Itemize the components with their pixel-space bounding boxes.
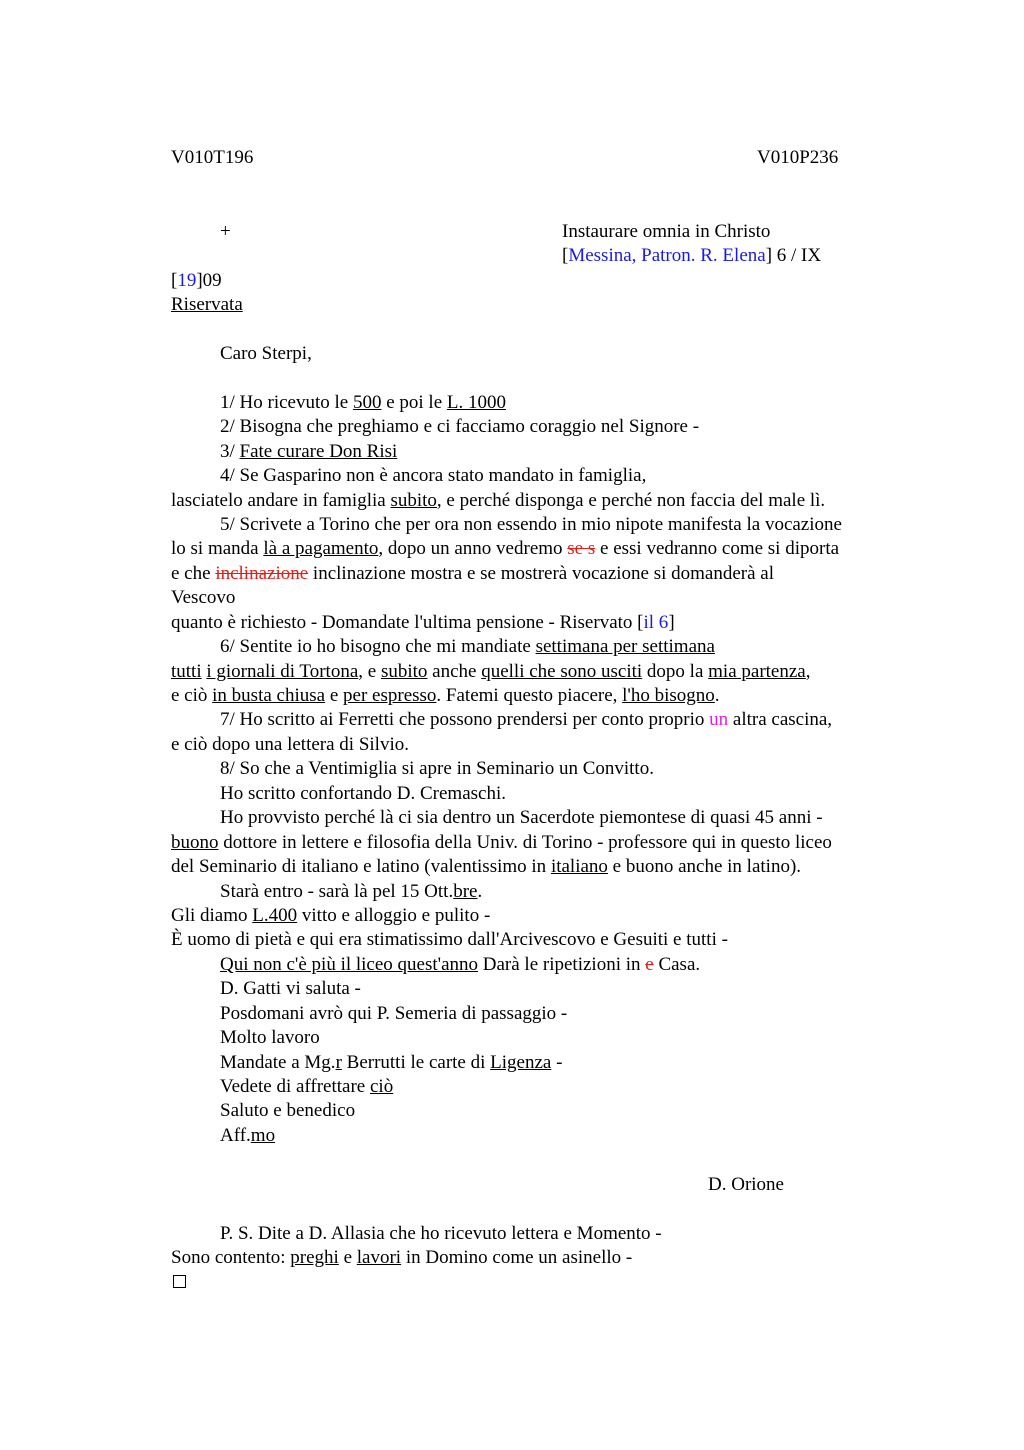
editorial-century: 19 xyxy=(177,270,197,291)
cross-symbol: + xyxy=(220,221,231,242)
place-date-line: [Messina, Patron. R. Elena] 6 / IX xyxy=(562,245,822,266)
closing-berrutti: Mandate a Mg.r Berrutti le carte di Ligenza - xyxy=(220,1052,563,1073)
deleted-text: se s xyxy=(567,538,596,559)
year-line: [19]09 xyxy=(171,270,222,291)
editorial-place: Messina, Patron. R. Elena xyxy=(568,245,766,266)
inserted-text: un xyxy=(709,709,729,730)
item-4-line-1: 4/ Se Gasparino non è ancora stato mandato in famiglia, xyxy=(220,465,647,486)
item-6-line-3: e ciò in busta chiusa e per espresso. Fatemi questo piacere, l'ho bisogno. xyxy=(171,685,720,706)
item-8-line-5: del Seminario di italiano e latino (valentissimo in italiano e buono anche in latino). xyxy=(171,856,802,877)
postscript-line-1: P. S. Dite a D. Allasia che ho ricevuto lettera e Momento - xyxy=(220,1223,662,1244)
item-8-line-8: È uomo di pietà e qui era stimatissimo dall'Arcivescovo e Gesuiti e tutti - xyxy=(171,929,728,950)
item-5-line-3: e che inclinazione inclinazione mostra e se mostrerà vocazione si domanderà al xyxy=(171,563,775,584)
item-1: 1/ Ho ricevuto le 500 e poi le L. 1000 xyxy=(220,392,507,413)
item-8-line-4: buono dottore in lettere e filosofia della Univ. di Torino - professore qui in questo liceo xyxy=(171,832,832,853)
item-8-line-2: Ho scritto confortando D. Cremaschi. xyxy=(220,783,506,804)
item-5-line-5: quanto è richiesto - Domandate l'ultima pensione - Riservato [il 6] xyxy=(171,612,675,633)
document-code-left: V010T196 xyxy=(171,147,254,168)
item-8-line-6: Starà entro - sarà là pel 15 Ott.bre. xyxy=(220,881,483,902)
item-5-line-2: lo si manda là a pagamento, dopo un anno vedremo se s e essi vedranno come si diporta xyxy=(171,538,840,559)
item-2: 2/ Bisogna che preghiamo e ci facciamo coraggio nel Signore - xyxy=(220,416,700,437)
reserved-label: Riservata xyxy=(171,294,243,315)
item-5-line-4: Vescovo xyxy=(171,587,236,608)
item-4-line-2: lasciatelo andare in famiglia subito, e perché disponga e perché non faccia del male lì. xyxy=(171,490,826,511)
closing-semeria: Posdomani avrò qui P. Semeria di passaggio - xyxy=(220,1003,568,1024)
item-8-line-9: Qui non c'è più il liceo quest'anno Darà le ripetizioni in e Casa. xyxy=(220,954,701,975)
item-8-line-7: Gli diamo L.400 vitto e alloggio e pulito - xyxy=(171,905,491,926)
item-6-line-1: 6/ Sentite io ho bisogno che mi mandiate settimana per settimana xyxy=(220,636,715,657)
item-3: 3/ Fate curare Don Risi xyxy=(220,441,398,462)
closing-saluto: Saluto e benedico xyxy=(220,1100,356,1121)
item-8-line-1: 8/ So che a Ventimiglia si apre in Seminario un Convitto. xyxy=(220,758,654,779)
editorial-insertion: il 6 xyxy=(643,612,669,633)
postscript-line-2: Sono contento: preghi e lavori in Domino come un asinello - xyxy=(171,1247,633,1268)
signature: D. Orione xyxy=(708,1174,784,1195)
item-7-line-2: e ciò dopo una lettera di Silvio. xyxy=(171,734,409,755)
end-mark-square-icon xyxy=(173,1275,186,1288)
closing-affrettare: Vedete di affrettare ciò xyxy=(220,1076,394,1097)
salutation: Caro Sterpi, xyxy=(220,343,312,364)
document-code-right: V010P236 xyxy=(757,147,839,168)
item-6-line-2: tutti i giornali di Tortona, e subito anche quelli che sono usciti dopo la mia partenza, xyxy=(171,661,811,682)
motto: Instaurare omnia in Christo xyxy=(562,221,771,242)
closing-affmo: Aff.mo xyxy=(220,1125,276,1146)
closing-gatti: D. Gatti vi saluta - xyxy=(220,978,361,999)
closing-lavoro: Molto lavoro xyxy=(220,1027,320,1048)
item-8-line-3: Ho provvisto perché là ci sia dentro un Sacerdote piemontese di quasi 45 anni - xyxy=(220,807,823,828)
item-7-line-1: 7/ Ho scritto ai Ferretti che possono prendersi per conto proprio un altra cascina, xyxy=(220,709,833,730)
deleted-text: inclinazione xyxy=(215,563,309,584)
deleted-text: e xyxy=(645,954,654,975)
item-5-line-1: 5/ Scrivete a Torino che per ora non essendo in mio nipote manifesta la vocazione xyxy=(220,514,842,535)
